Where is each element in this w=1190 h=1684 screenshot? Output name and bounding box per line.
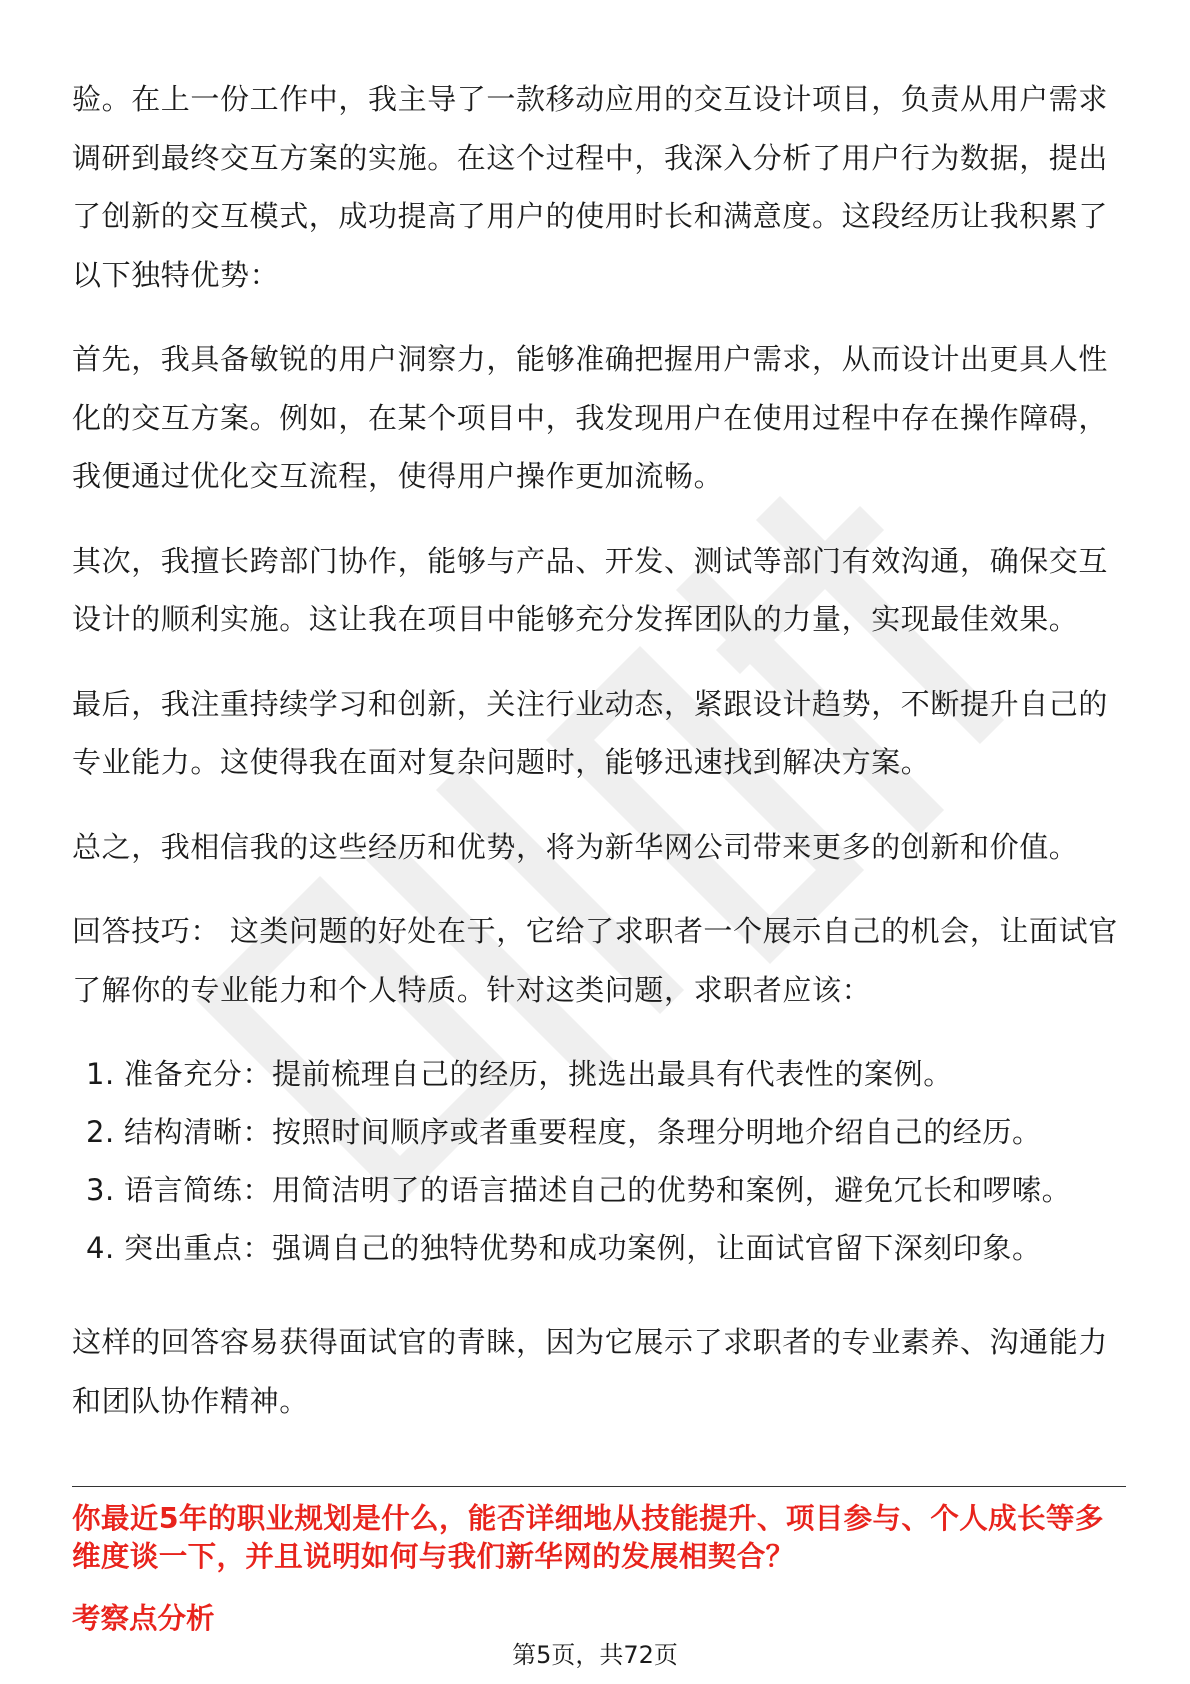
list-item: 3. 语言简练：用简洁明了的语言描述自己的优势和案例，避免冗长和啰嗦。 [86, 1173, 1072, 1207]
page-footer: 第5页，共72页 [512, 1641, 678, 1669]
list-item: 2. 结构清晰：按照时间顺序或者重要程度，条理分明地介绍自己的经历。 [86, 1115, 1042, 1149]
paragraph-summary: 总之，我相信我的这些经历和优势，将为新华网公司带来更多的创新和价值。 [72, 829, 1079, 864]
paragraph-closing: 这样的回答容易获得面试官的青睐，因为它展示了求职者的专业素养、沟通能力和团队协作精神。 [72, 1325, 1109, 1418]
document-body [72, 70, 1122, 1456]
list-item: 1. 准备充分：提前梳理自己的经历，挑选出最具有代表性的案例。 [86, 1057, 953, 1091]
section-heading: 考察点分析 [72, 1602, 215, 1635]
list-item: 4. 突出重点：强调自己的独特优势和成功案例，让面试官留下深刻印象。 [86, 1231, 1042, 1265]
section-divider [72, 1486, 1126, 1487]
paragraph-first-advantage: 首先，我具备敏锐的用户洞察力，能够准确把握用户需求，从而设计出更具人性化的交互方案。例如，在某个项目中，我发现用户在使用过程中存在操作障碍，我便通过优化交互流程，使得用户操作更加流畅。 [72, 342, 1109, 493]
paragraph-answer-tips: 回答技巧： 这类问题的好处在于，它给了求职者一个展示自己的机会，让面试官了解你的专业能力和个人特质。针对这类问题，求职者应该： [72, 914, 1118, 1007]
paragraph-third-advantage: 最后，我注重持续学习和创新，关注行业动态，紧跟设计趋势，不断提升自己的专业能力。这使得我在面对复杂问题时，能够迅速找到解决方案。 [72, 686, 1109, 779]
paragraph-experience: 验。在上一份工作中，我主导了一款移动应用的交互设计项目，负责从用户需求调研到最终交互方案的实施。在这个过程中，我深入分析了用户行为数据，提出了创新的交互模式，成功提高了用户的使用时长和满意度。这段经历让我积累了以下独特优势： [72, 82, 1109, 292]
tips-list [72, 1045, 1122, 1277]
paragraph-second-advantage: 其次，我擅长跨部门协作，能够与产品、开发、测试等部门有效沟通，确保交互设计的顺利实施。这让我在项目中能够充分发挥团队的力量，实现最佳效果。 [72, 543, 1109, 636]
next-question-heading: 你最近5年的职业规划是什么，能否详细地从技能提升、项目参与、个人成长等多维度谈一下，并且说明如何与我们新华网的发展相契合？ [72, 1502, 1104, 1573]
